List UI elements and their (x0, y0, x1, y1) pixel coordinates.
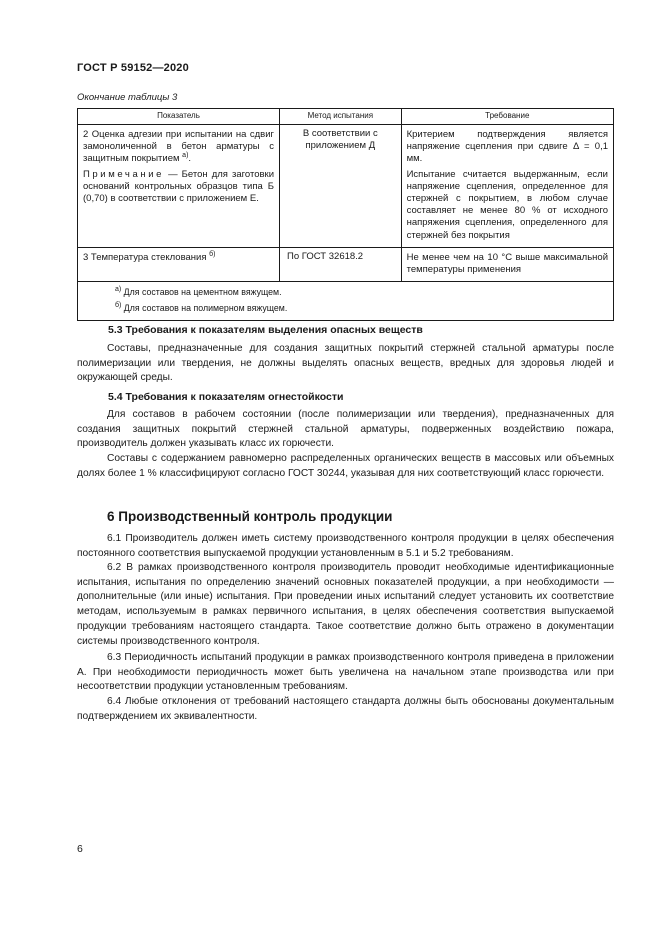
paragraph: Составы с содержанием равномерно распределенных органических веществ в массовых или объемных долях более 1 % классифицируют согласно ГОСТ 30244, указывая для них соответствующий класс горючести. (77, 453, 614, 479)
requirement-cell (401, 125, 613, 248)
column-header-requirement: Требование (401, 109, 613, 125)
table-note: Примечание — Бетон для заготовки оснований контрольных образцов типа Б (0,70) в соответствии с приложением Е. (83, 168, 275, 205)
requirement-cell: Не менее чем на 10 °С выше максимальной температуры применения (401, 247, 613, 281)
section-title-5-4: 5.4 Требования к показателям огнестойкости (108, 391, 344, 403)
document-header: ГОСТ Р 59152—2020 (77, 62, 189, 74)
note-label: Примечание (83, 168, 164, 180)
table-row (78, 125, 614, 248)
indicator-cell (78, 247, 280, 281)
paragraph: 6.1 Производитель должен иметь систему производственного контроля продукции в целях обеспечения постоянного соответствия выпускаемой продукции установленным в 5.1 и 5.2 требованиям. (77, 533, 614, 559)
requirement-paragraph: Испытание считается выдержанным, если напряжение сцепления, определенное для стержней с покрытием, в любом случае составляет не менее 80 % от исходного напряжения сцепления, определенного для стержней без покрытия (406, 168, 608, 241)
footnote-b: $^{б)}$ Для составов на полимерном вяжущем. (115, 302, 288, 314)
column-header-indicator: Показатель (78, 109, 280, 125)
table-caption: Окончание таблицы 3 (77, 92, 178, 103)
requirement-paragraph: Критерием подтверждения является напряжение сцепления при сдвиге Δ = 0,1 мм. (406, 129, 608, 165)
table-row (78, 247, 614, 281)
paragraph: Для составов в рабочем состоянии (после полимеризации или твердения), предназначенных для создания защитных покрытий стержней стальной арматуры, подверженных воздействию пожара, производитель должен указывать класс их горючести. (77, 409, 614, 450)
footnote-a: $^{а)}$ Для составов на цементном вяжущем. (115, 286, 282, 298)
paragraph: 6.4 Любые отклонения от требований настоящего стандарта должны быть обоснованы документальным подтверждением их эквивалентности. (77, 696, 614, 722)
method-cell: По ГОСТ 32618.2 (280, 247, 402, 281)
indicator-cell (78, 125, 280, 248)
page-number: 6 (77, 843, 83, 855)
indicator-text: 3 Температура стеклования $^{б)}$ (83, 250, 216, 263)
table-footnotes-row (78, 282, 614, 321)
requirements-table (77, 108, 614, 321)
footnote-ref-b: б) (209, 250, 216, 258)
table-footnotes (78, 282, 614, 321)
indicator-text: 2 Оценка адгезии при испытании на сдвиг замоноличенной в бетон арматуры с защитным покрытием $^{а)}$. (83, 129, 275, 165)
column-header-method: Метод испытания (280, 109, 402, 125)
table-header-row (78, 109, 614, 125)
section-title-5-3: 5.3 Требования к показателям выделения опасных веществ (108, 324, 423, 336)
paragraph: 6.2 В рамках производственного контроля производитель проводит необходимые идентификационные испытания, испытания по определению значений основных показателей продукции, а при необходимости — дополнительные (или иные) испытания. При проведении иных испытаний следует установить их соответствие методам, используемым в рамках первичного испытания, в целях обеспечения соответствия выпускаемой продукции требованиям настоящего стандарта. Такое соответствие должно быть отражено в документации системы производственного контроля. (77, 562, 614, 647)
footnote-ref-a: а) (182, 152, 189, 160)
method-cell: В соответствии с приложением Д (280, 125, 402, 248)
paragraph: Составы, предназначенные для создания защитных покрытий стержней стальной арматуры после полимеризации или твердения, не должны выделять опасных веществ, вредных для здоровья людей и окружающей среды. (77, 343, 614, 384)
paragraph: 6.3 Периодичность испытаний продукции в рамках производственного контроля приведена в приложении А. При необходимости периодичность может быть увеличена на начальном этапе производства или при несоответствии продукции установленным требованиям. (77, 652, 614, 693)
chapter-title-6: 6 Производственный контроль продукции (107, 509, 393, 524)
